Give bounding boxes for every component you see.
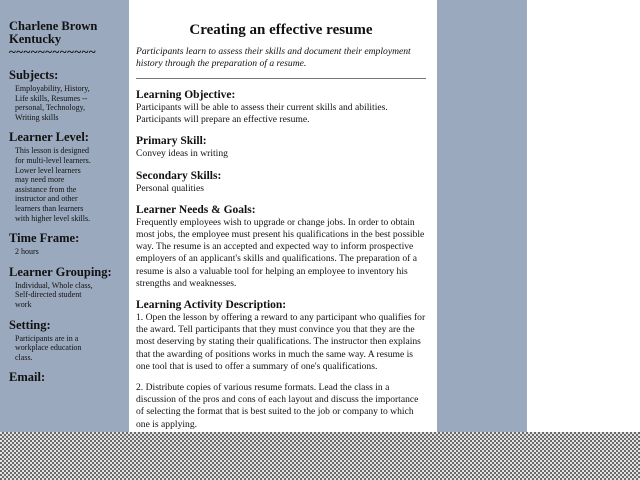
secondary-skills-heading: Secondary Skills:: [136, 169, 222, 182]
learner-needs-text: Frequently employees wish to upgrade or change jobs. In order to obtain most jobs, the employee must present his qualifications in the best possible way. The resume is an accepted and expected way to inform prospective employers of an applicant's skills and qualifications. The preparation of a resume is also a valuable tool for helping an employee to inventory his strengths and weaknesses.: [136, 216, 425, 289]
lesson-document: [129, 0, 437, 480]
loading-overlay-strip: [0, 432, 640, 480]
setting-text: Participants are in a workplace education class.: [15, 333, 82, 362]
learner-grouping-text: Individual, Whole class, Self-directed student work: [15, 280, 93, 309]
tilde-separator: ~~~~~~~~~~~~: [9, 44, 97, 59]
learner-needs-heading: Learner Needs & Goals:: [136, 203, 256, 216]
primary-skill-text: Convey ideas in writing: [136, 148, 228, 160]
lesson-content: [136, 20, 426, 440]
subjects-heading: Subjects:: [9, 68, 59, 82]
sidebar-content: [9, 20, 127, 384]
sidebar: [0, 0, 129, 480]
subjects-text: Employability, History, Life skills, Resumes -- personal, Technology, Writing skills: [15, 84, 90, 122]
activity-step-1: 1. Open the lesson by offering a reward to any participant who qualifies for the award. Tell participants that they must convince you that they are the most deserving by stating their qualifications. The instructor then explains that the awarding of positions works in much the same way. A resume is one tool that is used to offer a summary of one's qualifications.: [136, 312, 426, 372]
right-margin-band: [437, 0, 527, 480]
page-title: Creating an effective resume: [189, 22, 373, 38]
primary-skill-heading: Primary Skill:: [136, 135, 207, 148]
activity-description-heading: Learning Activity Description:: [136, 299, 287, 312]
time-frame-text: 2 hours: [15, 247, 39, 257]
activity-step-2: 2. Distribute copies of various resume formats. Lead the class in a discussion of the pros and cons of each layout and discuss the importance of selecting the format that is best suited to the job or company to which one is applying.: [136, 382, 419, 430]
setting-heading: Setting:: [9, 317, 51, 332]
learner-grouping-heading: Learner Grouping:: [9, 264, 112, 279]
secondary-skills-text: Personal qualities: [136, 182, 204, 194]
time-frame-heading: Time Frame:: [9, 231, 80, 246]
intro-text: Participants learn to assess their skills and document their employment history through the preparation of a resume.: [136, 46, 411, 69]
author-state: Kentucky: [9, 32, 62, 46]
learning-objective-heading: Learning Objective:: [136, 89, 236, 101]
divider: [136, 78, 426, 79]
author-name: Charlene Brown: [9, 19, 98, 33]
learning-objective-text: Participants will be able to assess their current skills and abilities. Participants will prepare an effective resume.: [136, 102, 388, 126]
learner-level-heading: Learner Level:: [9, 130, 89, 145]
email-heading: Email:: [9, 370, 46, 385]
learner-level-text: This lesson is designed for multi-level learners. Lower level learners may need more assistance from the instructor and other learners than learners with higher level skills.: [15, 146, 91, 223]
